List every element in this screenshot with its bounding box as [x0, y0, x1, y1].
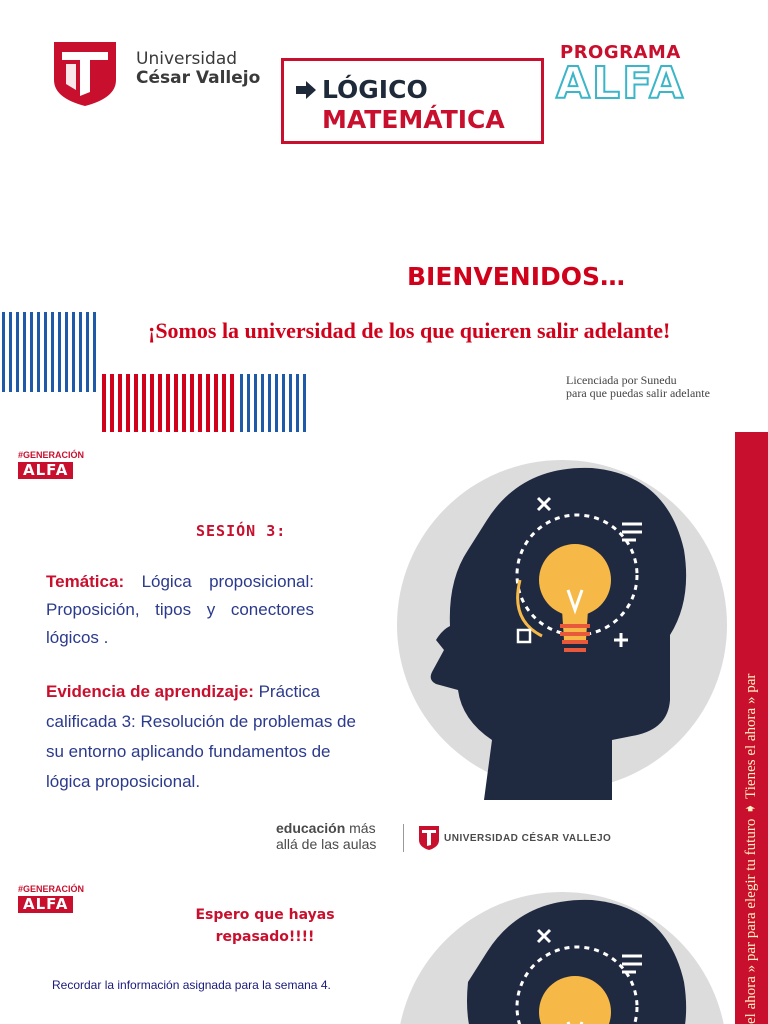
programa-label: PROGRAMA — [560, 42, 681, 63]
university-name — [136, 50, 260, 88]
education-footer — [276, 820, 376, 852]
topic-text: Lógica proposicional: Proposición, tipos y conectores lógicos . — [46, 572, 314, 647]
evidence-label: Evidencia de aprendizaje: — [46, 682, 254, 701]
footer-edu-bold: educación — [276, 820, 346, 836]
session-title: SESIÓN 3: — [196, 522, 287, 540]
side-banner — [735, 432, 768, 1024]
arrow-right-icon — [296, 81, 316, 99]
footer-edu-line2: allá de las aulas — [276, 836, 377, 852]
title-slide — [0, 0, 768, 432]
topic-block — [46, 568, 314, 652]
generation-alfa: ALFA — [18, 462, 73, 479]
university-line2: César Vallejo — [136, 68, 261, 88]
generation-tag: #GENERACIÓN — [18, 884, 85, 894]
review-slide — [0, 864, 735, 1024]
course-title-box — [281, 58, 544, 144]
ucv-logo-icon — [52, 40, 118, 108]
footer-divider — [403, 824, 404, 852]
side-banner-text: el ahora » par para elegir tu futuro ➧ Tienes el ahora » par — [743, 673, 759, 1024]
review-heading: Espero que hayas repasado!!!! — [195, 907, 335, 945]
alfa-logo-text: ALFA — [556, 58, 686, 109]
head-lightbulb-icon — [392, 872, 732, 1024]
ucv-small-logo-icon — [418, 825, 440, 851]
university-line1: Universidad — [136, 49, 238, 69]
licensed-line2: para que puedas salir adelante — [566, 386, 710, 400]
footer-ucv-name: UNIVERSIDAD CÉSAR VALLEJO — [444, 833, 612, 844]
slogan-text: ¡Somos la universidad de los que quieren salir adelante! — [148, 318, 671, 343]
course-title-line1: LÓGICO — [322, 75, 428, 104]
head-lightbulb-icon — [392, 440, 732, 810]
evidence-text: Práctica calificada 3: Resolución de problemas de su entorno aplicando fundamentos de lógica proposicional. — [46, 682, 356, 791]
footer-edu-rest: más — [349, 820, 376, 836]
licensed-note — [566, 374, 710, 400]
generation-tag: #GENERACIÓN — [18, 450, 85, 460]
generation-alfa-badge — [18, 450, 84, 480]
licensed-line1: Licenciada por Sunedu — [566, 373, 677, 387]
generation-alfa: ALFA — [18, 896, 73, 913]
topic-label: Temática: — [46, 572, 125, 591]
reminder-text: Recordar la información asignada para la semana 4. — [52, 978, 331, 992]
welcome-heading: BIENVENIDOS… — [407, 262, 626, 291]
course-title-line2: MATEMÁTICA — [322, 105, 505, 134]
generation-alfa-badge-2 — [18, 884, 84, 914]
evidence-block — [46, 677, 364, 797]
session-slide — [0, 432, 768, 864]
